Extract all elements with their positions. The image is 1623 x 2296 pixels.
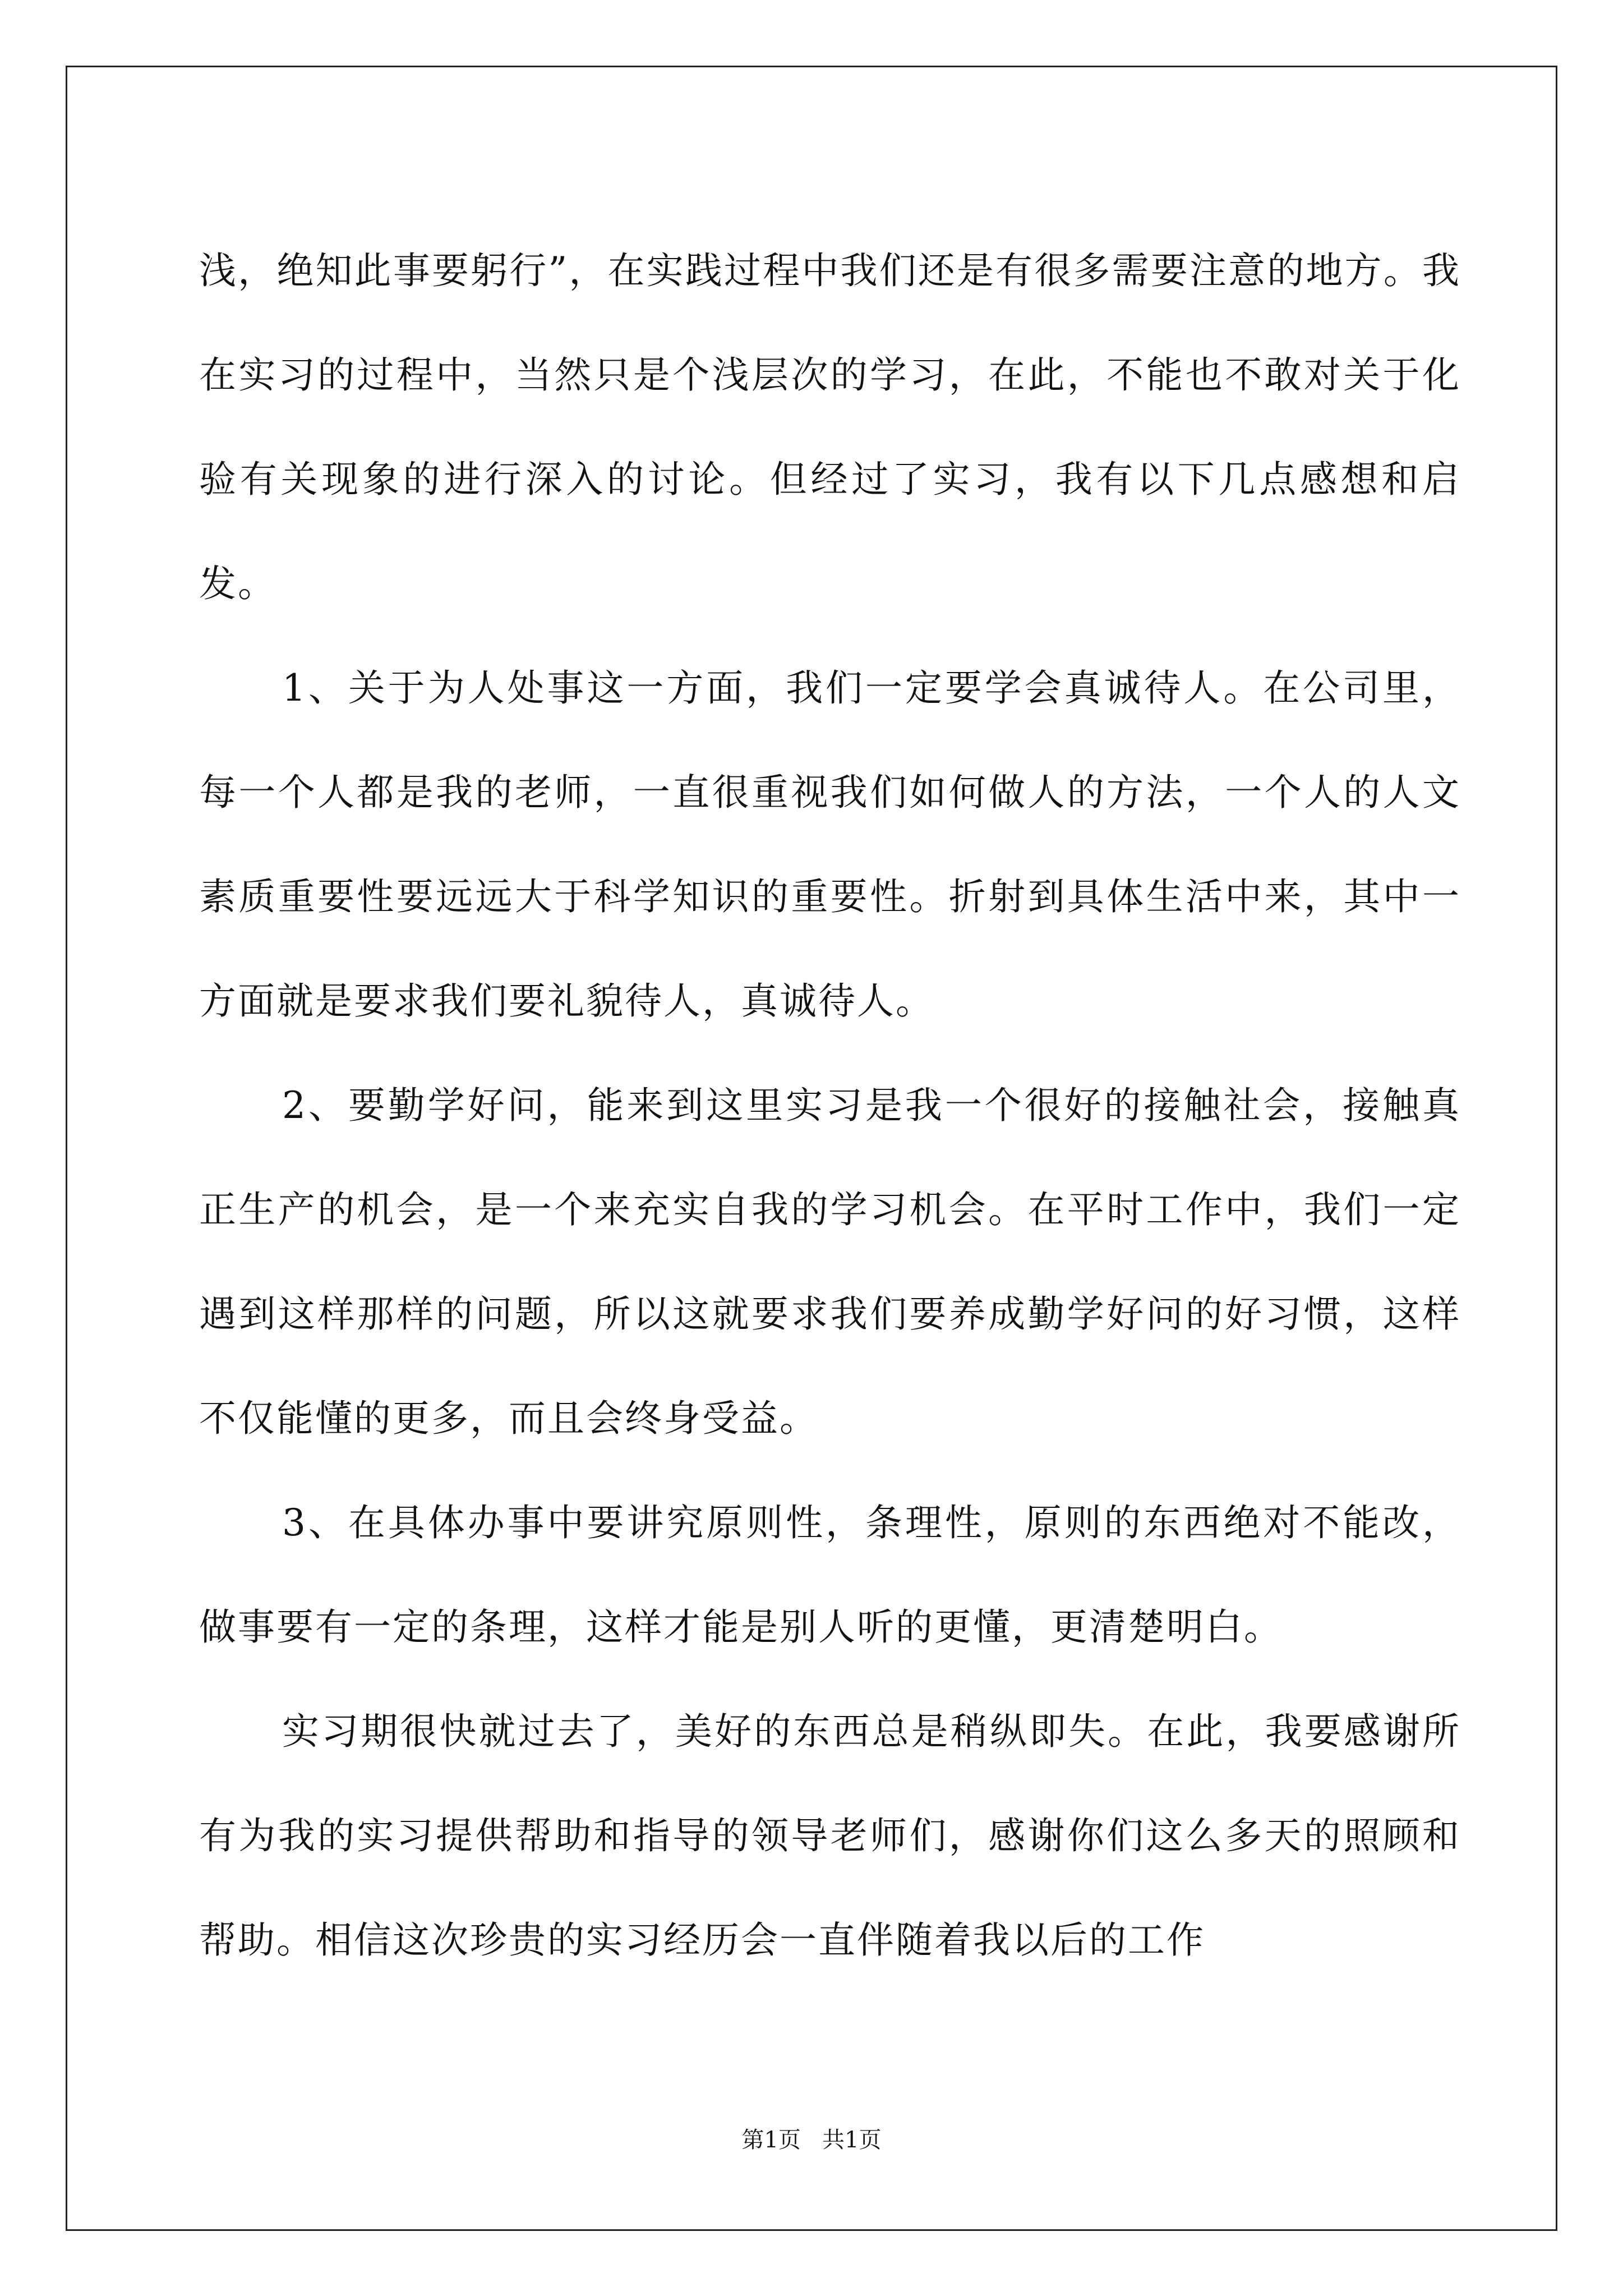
paragraph-1: 浅，绝知此事要躬行”，在实践过程中我们还是有很多需要注意的地方。我在实习的过程中，当然只是个浅层次的学习，在此，不能也不敢对关于化验有关现象的进行深入的讨论。但经过了实习，我有以下几点感想和启发。 (199, 249, 1461, 605)
paragraph-4: 3、在具体办事中要讲究原则性，条理性，原则的东西绝对不能改，做事要有一定的条理，这样才能是别人听的更懂，更清楚明白。 (199, 1501, 1461, 1649)
paragraph-3: 2、要勤学好问，能来到这里实习是我一个很好的接触社会，接触真正生产的机会，是一个来充实自我的学习机会。在平时工作中，我们一定遇到这样那样的问题，所以这就要求我们要养成勤学好问的好习惯，这样不仅能懂的更多，而且会终身受益。 (199, 1084, 1461, 1440)
paragraph-5: 实习期很快就过去了，美好的东西总是稍纵即失。在此，我要感谢所有为我的实习提供帮助和指导的领导老师们，感谢你们这么多天的照顾和帮助。相信这次珍贵的实习经历会一直伴随着我以后的工作 (199, 1710, 1461, 1962)
document-body (199, 219, 1461, 1993)
paragraph-2: 1、关于为人处事这一方面，我们一定要学会真诚待人。在公司里，每一个人都是我的老师，一直很重视我们如何做人的方法，一个人的人文素质重要性要远远大于科学知识的重要性。折射到具体生活中来，其中一方面就是要求我们要礼貌待人，真诚待人。 (199, 666, 1461, 1023)
page-footer: 第1页 共1页 (741, 2127, 882, 2153)
